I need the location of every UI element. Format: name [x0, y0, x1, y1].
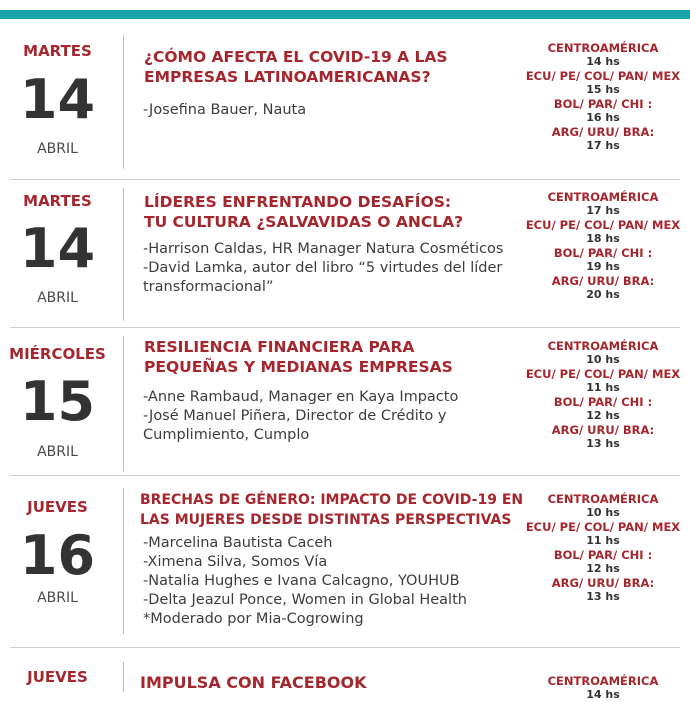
column-divider [123, 336, 124, 471]
event-title: RESILIENCIA FINANCIERA PARA PEQUEÑAS Y MEDIANAS EMPRESAS [144, 338, 453, 376]
event-weekday: MIÉRCOLES [9, 345, 106, 363]
event-weekday: JUEVES [27, 668, 88, 686]
event-day: 16 [19, 524, 96, 587]
event-speakers [143, 240, 503, 297]
event-month: ABRIL [37, 444, 78, 460]
event-row [0, 328, 690, 476]
event-day: 14 [19, 217, 96, 280]
event-speakers [143, 101, 306, 120]
speaker-line: *Moderado por Mia-Cogrowing [143, 611, 364, 627]
event-weekday: JUEVES [27, 498, 88, 516]
event-title: BRECHAS DE GÉNERO: IMPACTO DE COVID-19 EN LAS MUJERES DESDE DISTINTAS PERSPECTIVAS [140, 492, 524, 528]
event-speakers [143, 388, 458, 445]
event-row [0, 648, 690, 701]
speaker-line: -David Lamka, autor del libro “5 virtudes del líder [143, 260, 503, 276]
event-month: ABRIL [37, 141, 78, 157]
event-title: ¿CÓMO AFECTA EL COVID-19 A LAS EMPRESAS LATINOAMERICANAS? [144, 48, 448, 86]
speaker-line: -Marcelina Bautista Caceh [143, 535, 333, 551]
column-divider [123, 488, 124, 634]
speaker-line: transformacional” [143, 279, 274, 295]
speaker-line: -Delta Jeazul Ponce, Women in Global Health [143, 592, 467, 608]
event-title: IMPULSA CON FACEBOOK [140, 673, 367, 692]
event-row [0, 180, 690, 328]
speaker-line: -Anne Rambaud, Manager en Kaya Impacto [143, 389, 459, 405]
event-speakers [143, 534, 467, 629]
event-times: CENTROAMÉRICA 14 hs [547, 674, 659, 701]
event-times: CENTROAMÉRICA 14 hs ECU/ PE/ COL/ PAN/ MEX 15 hs BOL/ PAR/ CHI : 16 hs ARG/ URU/ BRA: 17 hs [525, 41, 681, 152]
speaker-line: -Natalia Hughes e Ivana Calcagno, YOUHUB [143, 573, 460, 589]
event-day: 15 [19, 370, 96, 433]
speaker-line: Cumplimiento, Cumplo [143, 427, 310, 443]
event-weekday: MARTES [23, 42, 92, 60]
speaker-line: -Harrison Caldas, HR Manager Natura Cosméticos [143, 241, 504, 257]
event-times: CENTROAMÉRICA 10 hs ECU/ PE/ COL/ PAN/ MEX 11 hs BOL/ PAR/ CHI : 12 hs ARG/ URU/ BRA: 13 hs [525, 339, 681, 450]
event-day: 14 [19, 68, 96, 131]
event-title: LÍDERES ENFRENTANDO DESAFÍOS: TU CULTURA ¿SALVAVIDAS O ANCLA? [144, 193, 464, 231]
event-row [0, 476, 690, 648]
teal-stripe [0, 10, 690, 19]
top-accent-bar [0, 0, 690, 19]
event-month: ABRIL [37, 590, 78, 606]
event-row [0, 19, 690, 181]
event-month: ABRIL [37, 290, 78, 306]
speaker-line: -José Manuel Piñera, Director de Crédito y [143, 408, 447, 424]
column-divider [123, 662, 124, 692]
event-weekday: MARTES [23, 192, 92, 210]
column-divider [123, 188, 124, 321]
column-divider [123, 35, 124, 169]
event-times: CENTROAMÉRICA 10 hs ECU/ PE/ COL/ PAN/ MEX 11 hs BOL/ PAR/ CHI : 12 hs ARG/ URU/ BRA: 13 hs [525, 492, 681, 603]
speaker-line: -Ximena Silva, Somos Vía [143, 554, 328, 570]
speaker-line: -Josefina Bauer, Nauta [143, 102, 307, 118]
event-times: CENTROAMÉRICA 17 hs ECU/ PE/ COL/ PAN/ MEX 18 hs BOL/ PAR/ CHI : 19 hs ARG/ URU/ BRA: 20 hs [525, 190, 681, 301]
